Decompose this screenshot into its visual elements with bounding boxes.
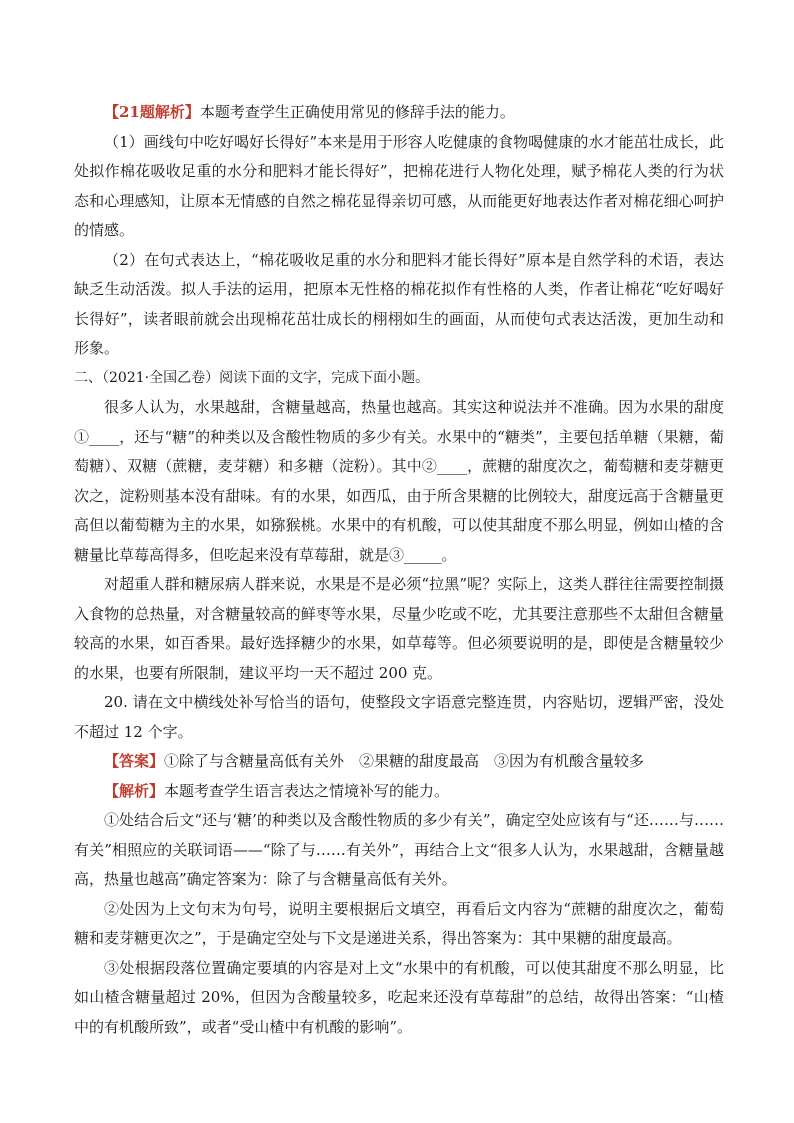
analysis-point-3: ③处根据段落位置确定要填的内容是对上文“水果中的有机酸，可以使其甜度不那么明显，比如山楂含糖量超过 20%，但因为含酸量较多，吃起来还没有草莓甜”的总结，故得出答案：“山楂中的有机酸所致”，或者“受山楂中有机酸的影响”。 xyxy=(74,958,724,1036)
q20-answer xyxy=(74,747,724,777)
passage-paragraph-2: 对超重人群和糖尿病人群来说，水果是不是必须“拉黑”呢？实际上，这类人群往往需要控制摄入食物的总热量，对含糖量较高的鲜枣等水果，尽量少吃或不吃，尤其要注意那些不太甜但含糖量较高的水果，如百香果。最好选择糖少的水果，如草莓等。但必须要说明的是，即使是含糖量较少的水果，也要有所限制，建议平均一天不超过 200 克。 xyxy=(74,575,724,682)
q21-analysis-intro xyxy=(74,98,724,128)
answer-text: ①除了与含糖量高低有关外 ②果糖的甜度最高 ③因为有机酸含量较多 xyxy=(164,752,645,770)
q21-label: 【21题解析】 xyxy=(104,103,200,121)
passage-text-d: 。 xyxy=(441,545,457,564)
answer-label: 【答案】 xyxy=(104,752,165,770)
analysis-label: 【解析】 xyxy=(104,781,165,800)
q20-question: 20. 请在文中横线处补写恰当的语句，使整段文字语意完整连贯，内容贴切，逻辑严密，没处不超过 12 个字。 xyxy=(74,693,724,741)
blank-2: ②____ xyxy=(421,457,467,475)
passage-paragraph-1 xyxy=(74,393,724,570)
q21-intro-text: 本题考查学生正确使用常见的修辞手法的能力。 xyxy=(199,103,515,121)
q21-point-2: （2）在句式表达上，“棉花吸收足重的水分和肥料才能长得好”原本是自然学科的术语，表达缺乏生动活泼。拟人手法的运用，把原本无性格的棉花拟作有性格的人类，作者让棉花“吃好喝好长得好”，读者眼前就会出现棉花茁壮成长的栩栩如生的画面，从而使句式表达活泼，更加生动和形象。 xyxy=(74,250,724,357)
analysis-intro-text: 本题考查学生语言表达之情境补写的能力。 xyxy=(164,781,450,800)
section-2-heading: 二、（2021·全国乙卷）阅读下面的文字，完成下面小题。 xyxy=(74,369,430,386)
q20-analysis xyxy=(74,777,724,807)
analysis-point-1: ①处结合后文“还与‘糖’的种类以及含酸性物质的多少有关”，确定空处应该有与“还……与……有关”相照应的关联词语——“除了与……有关外”，再结合上文“很多人认为，水果越甜，含糖量越高，热量也越高”确定答案为：除了与含糖量高低有关外。 xyxy=(74,811,724,888)
blank-3: ③_____ xyxy=(389,545,442,564)
q21-point-1: （1）画线句中吃好喝好长得好”本来是用于形容人吃健康的食物喝健康的水才能茁壮成长，此处拟作棉花吸收足重的水分和肥料才能长得好”，把棉花进行人物化处理，赋予棉花人类的行为状态和心理感知，让原本无情感的自然之棉花显得亲切可感，从而能更好地表达作者对棉花细心呵护的情感。 xyxy=(74,132,724,239)
blank-1: ①____ xyxy=(74,427,120,446)
passage-text-c: ，蔗糖的甜度次之，葡萄糖和麦芽糖更次之，淀粉则基本没有甜味。有的水果，如西瓜，由于所含果糖的比例较大，甜度远高于含糖量更高但以葡萄糖为主的水果，如猕猴桃。水果中的有机酸，可以使其甜度不那么明显，例如山楂的含糖量比草莓高得多，但吃起来没有草莓甜，就是 xyxy=(74,457,724,564)
analysis-point-2: ②处因为上文句末为句号，说明主要根据后文填空，再看后文内容为“蔗糖的甜度次之，葡萄糖和麦芽糖更次之”，于是确定空处与下文是递进关系，得出答案为：其中果糖的甜度最高。 xyxy=(74,899,724,947)
passage-text-a: 很多人认为，水果越甜，含糖量越高，热量也越高。其实这种说法并不准确。因为水果的甜度 xyxy=(104,398,724,416)
passage-text-b: ，还与“糖”的种类以及含酸性物质的多少有关。水果中的“糖类”，主要包括单糖（果糖，葡萄糖）、双糖（蔗糖，麦芽糖）和多糖（淀粉）。其中 xyxy=(74,427,724,475)
document-page xyxy=(74,98,724,1042)
